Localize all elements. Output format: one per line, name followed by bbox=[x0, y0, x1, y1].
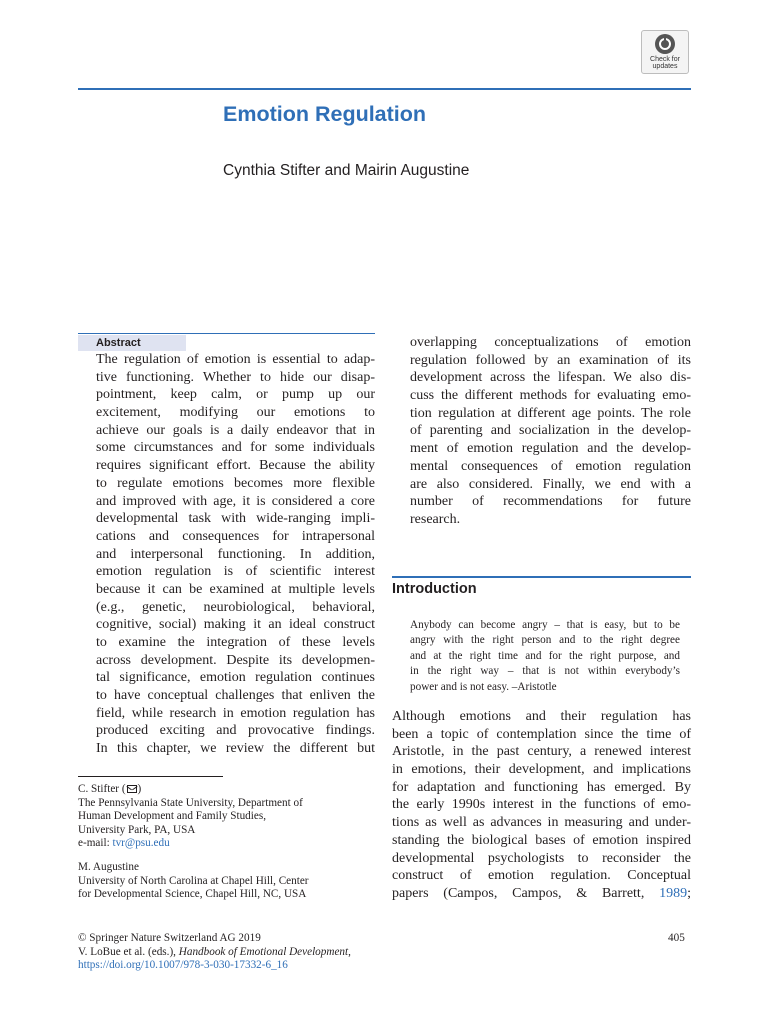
abstract-line: The regulation of emotion is essential to adap- bbox=[96, 352, 375, 367]
abstract-line: cognitive, social) making it an ideal construct bbox=[96, 617, 375, 633]
abstract-line: (e.g., genetic, neurobiological, behavioral, bbox=[96, 599, 375, 615]
email-line bbox=[78, 837, 303, 851]
abstract-line: are also considered. Finally, we end with a bbox=[410, 476, 691, 492]
quote-line: angry with the right person and to the right degree bbox=[410, 634, 680, 647]
author1-name-line bbox=[78, 783, 303, 797]
abstract-line: to examine the integration of these levels bbox=[96, 635, 375, 650]
abstract-line: developmental task with wide-ranging impli- bbox=[96, 511, 375, 527]
abstract-rule bbox=[78, 333, 375, 334]
abstract-line: tal significance, emotion regulation continues bbox=[96, 670, 375, 686]
body-line: for adaptation and functioning has emerged. By bbox=[392, 779, 691, 795]
body-line: construct of emotion regulation. Conceptual bbox=[392, 868, 691, 884]
abstract-line: requires significant effort. Because the ability bbox=[96, 458, 375, 474]
abstract-line: number of recommendations for future bbox=[410, 494, 691, 510]
affiliation-rule bbox=[78, 776, 223, 777]
quote-line: power and is not easy. –Aristotle bbox=[410, 680, 557, 693]
body-line: standing the biological bases of emotion inspired bbox=[392, 832, 691, 848]
abstract-line: of parenting and socialization in the develop- bbox=[410, 423, 691, 439]
abstract-line: research. bbox=[410, 511, 461, 527]
envelope-icon bbox=[127, 785, 137, 793]
abstract-line: pointment, keep calm, or pump up our bbox=[96, 387, 375, 403]
affiliation-line: University Park, PA, USA bbox=[78, 823, 196, 836]
author1-name: C. Stifter ( bbox=[78, 783, 126, 795]
abstract-line: excitement, modifying our emotions to bbox=[96, 405, 375, 421]
email-link[interactable]: tvr@psu.edu bbox=[112, 837, 170, 850]
abstract-line: tion regulation at different age points. The role bbox=[410, 405, 691, 421]
abstract-line: ment of emotion regulation and the develop- bbox=[410, 441, 691, 457]
copyright: © Springer Nature Switzerland AG 2019 bbox=[78, 932, 261, 944]
affiliation-line: Human Development and Family Studies, bbox=[78, 810, 266, 823]
body-line-suffix: ; bbox=[687, 885, 691, 901]
body-line: the early 1990s interest in the functions of emo- bbox=[392, 797, 691, 813]
check-for-updates-icon bbox=[655, 34, 675, 54]
quote-line: in the right way – that is not within everybody’s bbox=[410, 665, 680, 678]
abstract-line: emotion regulation is of scientific interest bbox=[96, 564, 375, 580]
author2-name: M. Augustine bbox=[78, 861, 139, 873]
author2-affiliation bbox=[78, 861, 309, 902]
body-line: Aristotle, in the past century, a renewed interest bbox=[392, 744, 691, 760]
author1-name-end: ) bbox=[137, 783, 142, 795]
abstract-line: and improved with age, it is considered a core bbox=[96, 493, 375, 509]
abstract-line: achieve our goals is a daily endeavor that in bbox=[96, 422, 375, 438]
abstract-line: cuss the different methods for evaluating emo- bbox=[410, 388, 691, 404]
abstract-line: cations and consequences for intrapersonal bbox=[96, 528, 375, 544]
body-line-prefix: papers (Campos, Campos, & Barrett, bbox=[392, 885, 660, 901]
page-footer bbox=[78, 932, 351, 973]
abstract-left-column bbox=[96, 351, 375, 758]
book-title: Handbook of Emotional Development bbox=[178, 945, 349, 958]
introduction-rule bbox=[392, 576, 691, 578]
abstract-line: In this chapter, we review the different but bbox=[96, 741, 375, 757]
header-rule bbox=[78, 88, 691, 90]
body-line: Although emotions and their regulation has bbox=[392, 709, 691, 724]
book-citation bbox=[78, 946, 351, 960]
abstract-line: mental consequences of emotion regulation bbox=[410, 458, 691, 474]
abstract-line: to regulate emotions becomes more flexible bbox=[96, 475, 375, 491]
check-for-updates-badge[interactable] bbox=[641, 30, 689, 74]
citation-suffix: , bbox=[348, 945, 351, 958]
doi-link[interactable]: https://doi.org/10.1007/978-3-030-17332-6_16 bbox=[78, 959, 288, 972]
abstract-line: to have conceptual challenges that enliven the bbox=[96, 688, 375, 704]
body-line: developmental psychologists to reconsider the bbox=[392, 850, 691, 866]
abstract-line: because it can be examined at multiple levels bbox=[96, 581, 375, 597]
abstract-label: Abstract bbox=[78, 335, 186, 351]
page-number: 405 bbox=[668, 932, 685, 944]
quote-line: Anybody can become angry – that is easy, but to be bbox=[410, 619, 680, 631]
abstract-line: regulation followed by an examination of its bbox=[410, 352, 691, 368]
abstract-line: and interpersonal functioning. In addition, bbox=[96, 546, 375, 562]
author1-affiliation bbox=[78, 783, 303, 851]
epigraph-quote bbox=[410, 618, 680, 695]
abstract-line: field, while research in emotion regulation has bbox=[96, 705, 375, 721]
affiliation-line: University of North Carolina at Chapel Hill, Center bbox=[78, 874, 309, 887]
affiliation-line: The Pennsylvania State University, Department of bbox=[78, 796, 303, 809]
body-line: tions as well as advances in measuring and under- bbox=[392, 815, 691, 831]
body-line: been a topic of contemplation since the time of bbox=[392, 726, 691, 742]
chapter-authors: Cynthia Stifter and Mairin Augustine bbox=[223, 162, 470, 179]
abstract-right-column bbox=[410, 334, 691, 529]
citation-prefix: V. LoBue et al. (eds.), bbox=[78, 945, 179, 958]
citation-link[interactable]: 1989 bbox=[659, 885, 688, 901]
abstract-line: produced exciting and provocative findings. bbox=[96, 723, 375, 739]
introduction-heading: Introduction bbox=[392, 581, 477, 597]
check-for-updates-label: Check for updates bbox=[650, 56, 680, 70]
abstract-line: across development. Despite its developmen- bbox=[96, 652, 375, 668]
chapter-title: Emotion Regulation bbox=[223, 102, 427, 126]
email-prefix: e-mail: bbox=[78, 837, 113, 850]
abstract-line: some circumstances and for some individuals bbox=[96, 440, 375, 456]
body-line: in emotions, their development, and implications bbox=[392, 762, 691, 778]
abstract-line: tive functioning. Whether to hide our disap- bbox=[96, 369, 375, 385]
abstract-line: overlapping conceptualizations of emotion bbox=[410, 335, 691, 350]
abstract-line: development across the lifespan. We also dis- bbox=[410, 370, 691, 386]
affiliation-line: for Developmental Science, Chapel Hill, NC, USA bbox=[78, 888, 307, 901]
body-line-with-citation bbox=[392, 885, 691, 903]
introduction-body bbox=[392, 708, 691, 903]
quote-line: and at the right time and for the right purpose, and bbox=[410, 649, 680, 662]
